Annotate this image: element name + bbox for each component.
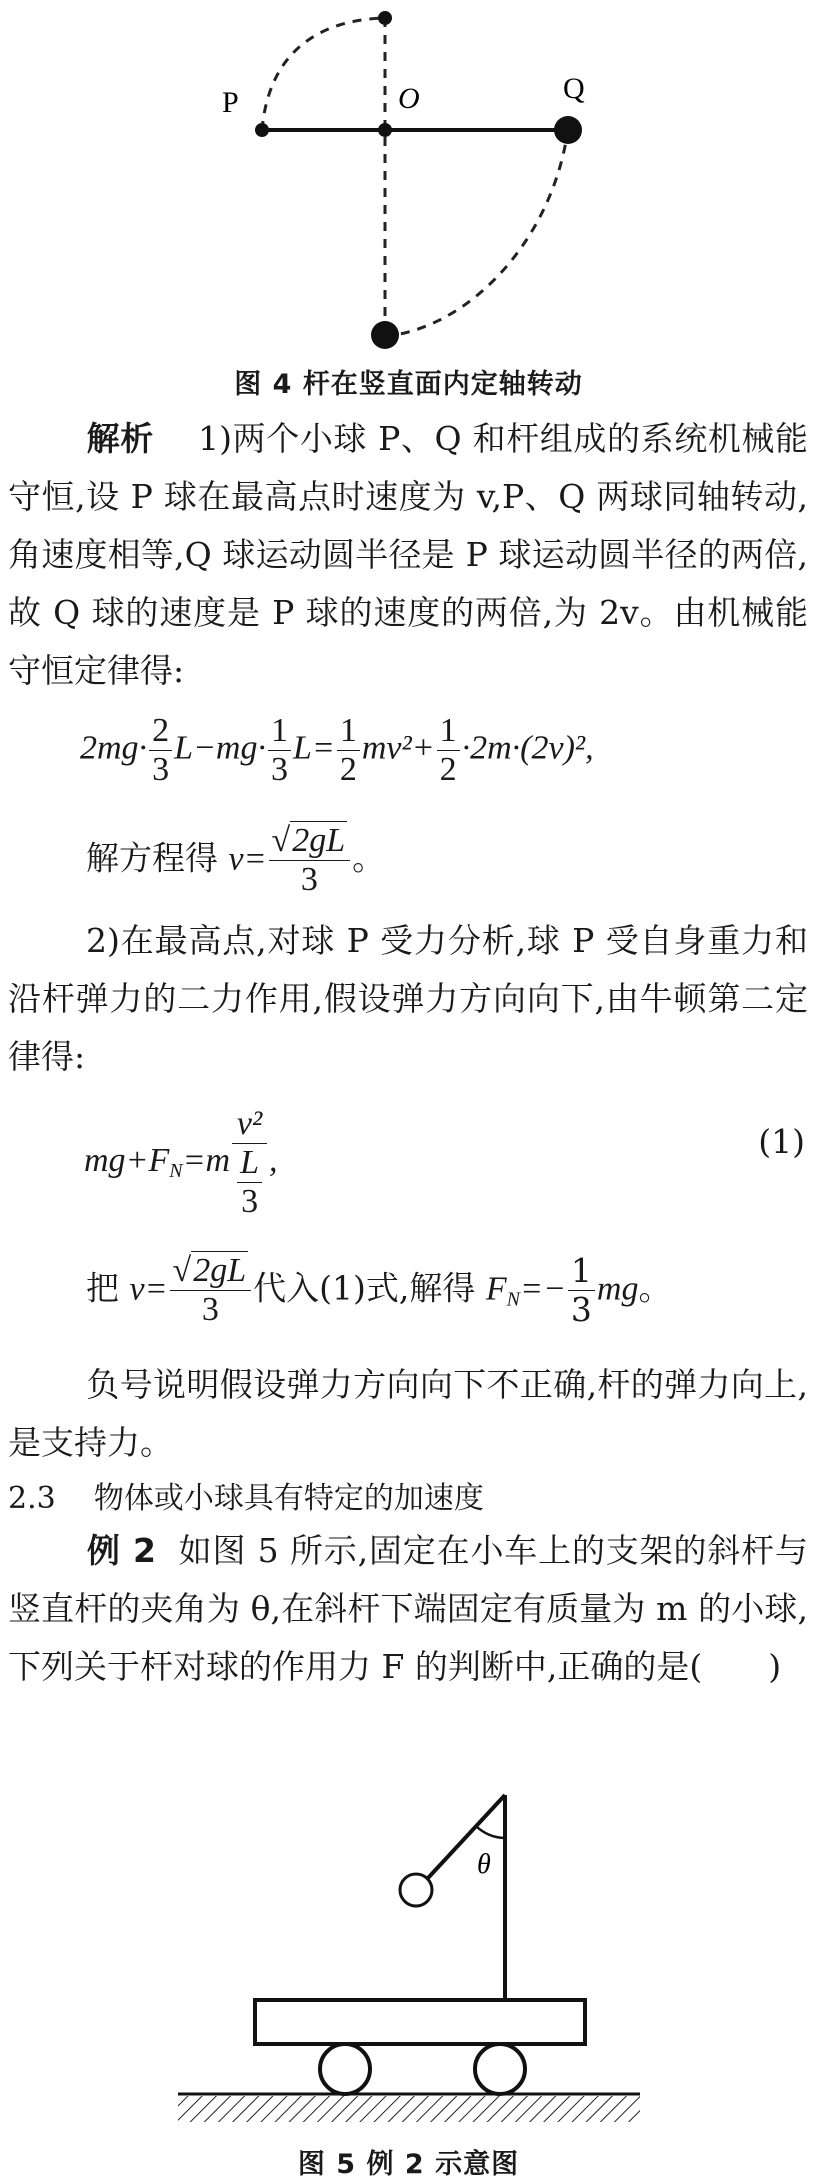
pivot-o xyxy=(378,123,392,137)
theta-label: θ xyxy=(477,1849,491,1880)
substitution: 把 v= $\frac{√2gL}{3}$ 代入(1)式,解得 $F_N=-$ $\frac{1}{3}$ mg。 xyxy=(86,1251,672,1329)
analysis-part2: 2)在最高点,对球 P 受力分析,球 P 受自身重力和沿杆弹力的二力作用,假设弹力方向向下,由牛顿第二定律得: xyxy=(8,921,808,1076)
figure-5-caption: 图 5 例 2 示意图 xyxy=(297,2149,520,2180)
label-o: O xyxy=(398,82,420,115)
trajectory-p-dashed xyxy=(262,18,385,130)
wheel-right xyxy=(475,2044,525,2094)
cart-body xyxy=(255,2000,585,2044)
ball-q xyxy=(554,116,582,144)
figure-4-caption: 图 4 杆在竖直面内定轴转动 xyxy=(234,369,583,400)
wheel-left xyxy=(320,2044,370,2094)
example-label: 例 2 xyxy=(86,1531,156,1570)
ball-p xyxy=(255,123,269,137)
section-heading xyxy=(8,1473,484,1517)
equation-newton: $mg+F_N=m$ $\frac{\text{v²}}{\frac{L}{3}}$ , xyxy=(84,1105,278,1220)
analysis-heading: 解析 xyxy=(86,419,154,458)
label-q: Q xyxy=(563,72,585,105)
analysis-part1-text: 1)两个小球 P、Q 和杆组成的系统机械能守恒,设 P 球在最高点时速度为 v,P、Q 两球同轴转动,角速度相等,Q 球运动圆半径是 P 球运动圆半径的两倍,故 Q 球的速度是 P 球的速度的两倍,为 2v。由机械能守恒定律得: xyxy=(8,419,809,690)
bottom-ball xyxy=(371,321,399,349)
ground-hatch xyxy=(178,2096,640,2122)
analysis-part1 xyxy=(8,410,808,700)
angle-arc xyxy=(476,1826,505,1838)
section-title: 物体或小球具有特定的加速度 xyxy=(93,1481,484,1516)
label-p: P xyxy=(222,86,239,119)
solution-v: 解方程得 v= $\frac{√2gL}{3}$ 。 xyxy=(86,822,386,898)
figure-4-diagram xyxy=(0,0,817,360)
section-number: 2.3 xyxy=(8,1481,56,1516)
equation-energy: 2mg· $\frac{2}{3}$ L−mg· $\frac{1}{3}$ L= $\frac{1}{2}$ mv²+ $\frac{1}{2}$ ·2m·(2v)², xyxy=(80,712,594,788)
conclusion: 负号说明假设弹力方向向下不正确,杆的弹力向上,是支持力。 xyxy=(8,1365,808,1462)
figure-5-diagram xyxy=(0,1760,817,2140)
trajectory-q-dashed xyxy=(395,128,568,335)
small-ball xyxy=(400,1874,432,1906)
top-point xyxy=(378,11,392,25)
equation-number: (1) xyxy=(758,1122,805,1161)
example-2: 例 2 如图 5 所示,固定在小车上的支架的斜杆与竖直杆的夹角为 θ,在斜杆下端固定有质量为 m 的小球,下列关于杆对球的作用力 F 的判断中,正确的是( ) xyxy=(8,1531,808,1686)
